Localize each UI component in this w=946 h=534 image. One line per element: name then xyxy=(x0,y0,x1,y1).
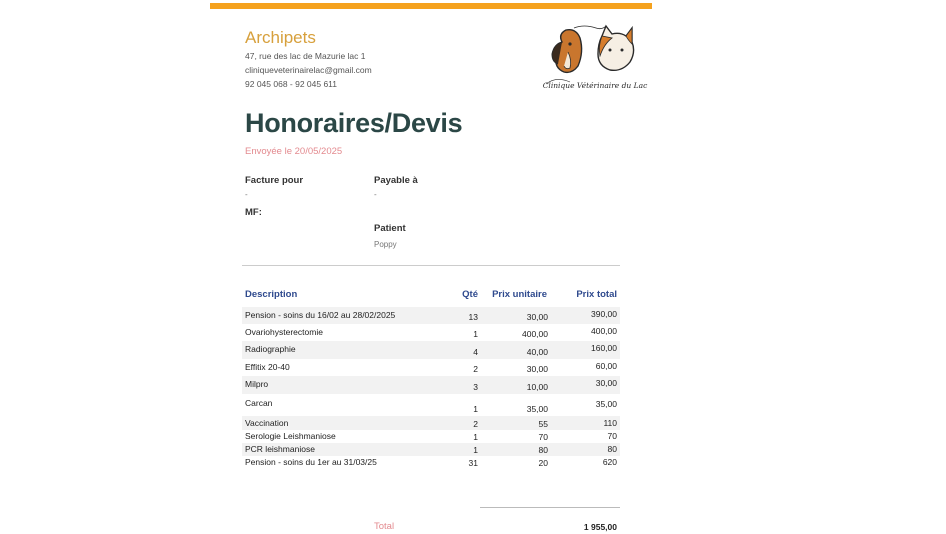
row-unit-price: 400,00 xyxy=(522,329,548,339)
total-label: Total xyxy=(374,521,395,532)
row-qty: 13 xyxy=(468,312,478,322)
row-description: PCR leishmaniose xyxy=(245,444,315,454)
document-title: Honoraires/Devis xyxy=(245,108,463,138)
row-total: 160,00 xyxy=(591,343,617,353)
invoice-for-value: - xyxy=(245,190,248,199)
table-row xyxy=(242,416,620,430)
total-divider xyxy=(480,507,620,508)
row-total: 70 xyxy=(607,431,617,441)
row-total: 390,00 xyxy=(591,309,617,319)
table-row xyxy=(242,394,620,416)
row-total: 110 xyxy=(603,418,617,428)
row-qty: 1 xyxy=(473,329,478,339)
header-description: Description xyxy=(245,289,298,300)
row-total: 35,00 xyxy=(595,399,617,409)
row-unit-price: 35,00 xyxy=(526,404,548,414)
row-unit-price: 40,00 xyxy=(526,347,548,357)
row-total: 620 xyxy=(602,457,617,467)
header-total-price: Prix total xyxy=(576,289,617,300)
clinic-name: Archipets xyxy=(245,28,316,47)
table-row xyxy=(242,456,620,469)
row-description: Effitix 20-40 xyxy=(245,362,290,372)
row-unit-price: 80 xyxy=(538,445,548,455)
payable-label: Payable à xyxy=(374,175,418,186)
row-qty: 1 xyxy=(473,432,478,442)
sent-date: Envoyée le 20/05/2025 xyxy=(245,146,343,157)
row-qty: 4 xyxy=(473,347,478,357)
row-total: 400,00 xyxy=(591,326,617,336)
row-qty: 1 xyxy=(473,445,478,455)
row-unit-price: 70 xyxy=(538,432,548,442)
total-value: 1 955,00 xyxy=(583,522,617,532)
patient-label: Patient xyxy=(374,223,406,234)
accent-bar xyxy=(210,3,652,9)
row-total: 80 xyxy=(607,444,617,454)
row-unit-price: 10,00 xyxy=(526,382,548,392)
row-description: Milpro xyxy=(245,379,269,389)
payable-value: - xyxy=(374,190,377,199)
header-qty: Qté xyxy=(462,289,478,300)
clinic-logo xyxy=(540,22,650,96)
mf-label: MF: xyxy=(245,207,262,218)
header-unit-price: Prix unitaire xyxy=(492,289,547,300)
invoice-page xyxy=(210,0,652,534)
table-row xyxy=(242,324,620,341)
row-description: Pension - soins du 16/02 au 28/02/2025 xyxy=(245,310,396,320)
row-unit-price: 30,00 xyxy=(526,364,548,374)
row-unit-price: 20 xyxy=(538,458,548,468)
table-row xyxy=(242,307,620,324)
table-row xyxy=(242,359,620,376)
row-description: Radiographie xyxy=(245,344,296,354)
table-row xyxy=(242,430,620,443)
row-qty: 3 xyxy=(473,382,478,392)
row-description: Serologie Leishmaniose xyxy=(245,431,336,441)
row-qty: 31 xyxy=(468,458,478,468)
section-divider xyxy=(242,265,620,266)
row-unit-price: 55 xyxy=(538,419,548,429)
clinic-address: 47, rue des lac de Mazurie lac 1 xyxy=(245,51,366,61)
logo-script-text: Clinique Vétérinaire du Lac xyxy=(542,81,648,90)
row-description: Ovariohysterectomie xyxy=(245,327,323,337)
row-description: Pension - soins du 1er au 31/03/25 xyxy=(245,457,377,467)
row-qty: 2 xyxy=(473,419,478,429)
row-total: 60,00 xyxy=(595,361,617,371)
row-qty: 1 xyxy=(473,404,478,414)
table-row xyxy=(242,341,620,359)
clinic-phone: 92 045 068 - 92 045 611 xyxy=(245,79,338,89)
row-description: Vaccination xyxy=(245,418,289,428)
row-description: Carcan xyxy=(245,398,273,408)
row-unit-price: 30,00 xyxy=(526,312,548,322)
row-total: 30,00 xyxy=(595,378,617,388)
row-qty: 2 xyxy=(473,364,478,374)
patient-value: Poppy xyxy=(374,240,397,249)
table-row xyxy=(242,376,620,394)
clinic-email[interactable]: cliniqueveterinairelac@gmail.com xyxy=(245,65,372,75)
table-row xyxy=(242,443,620,456)
invoice-for-label: Facture pour xyxy=(245,175,304,186)
